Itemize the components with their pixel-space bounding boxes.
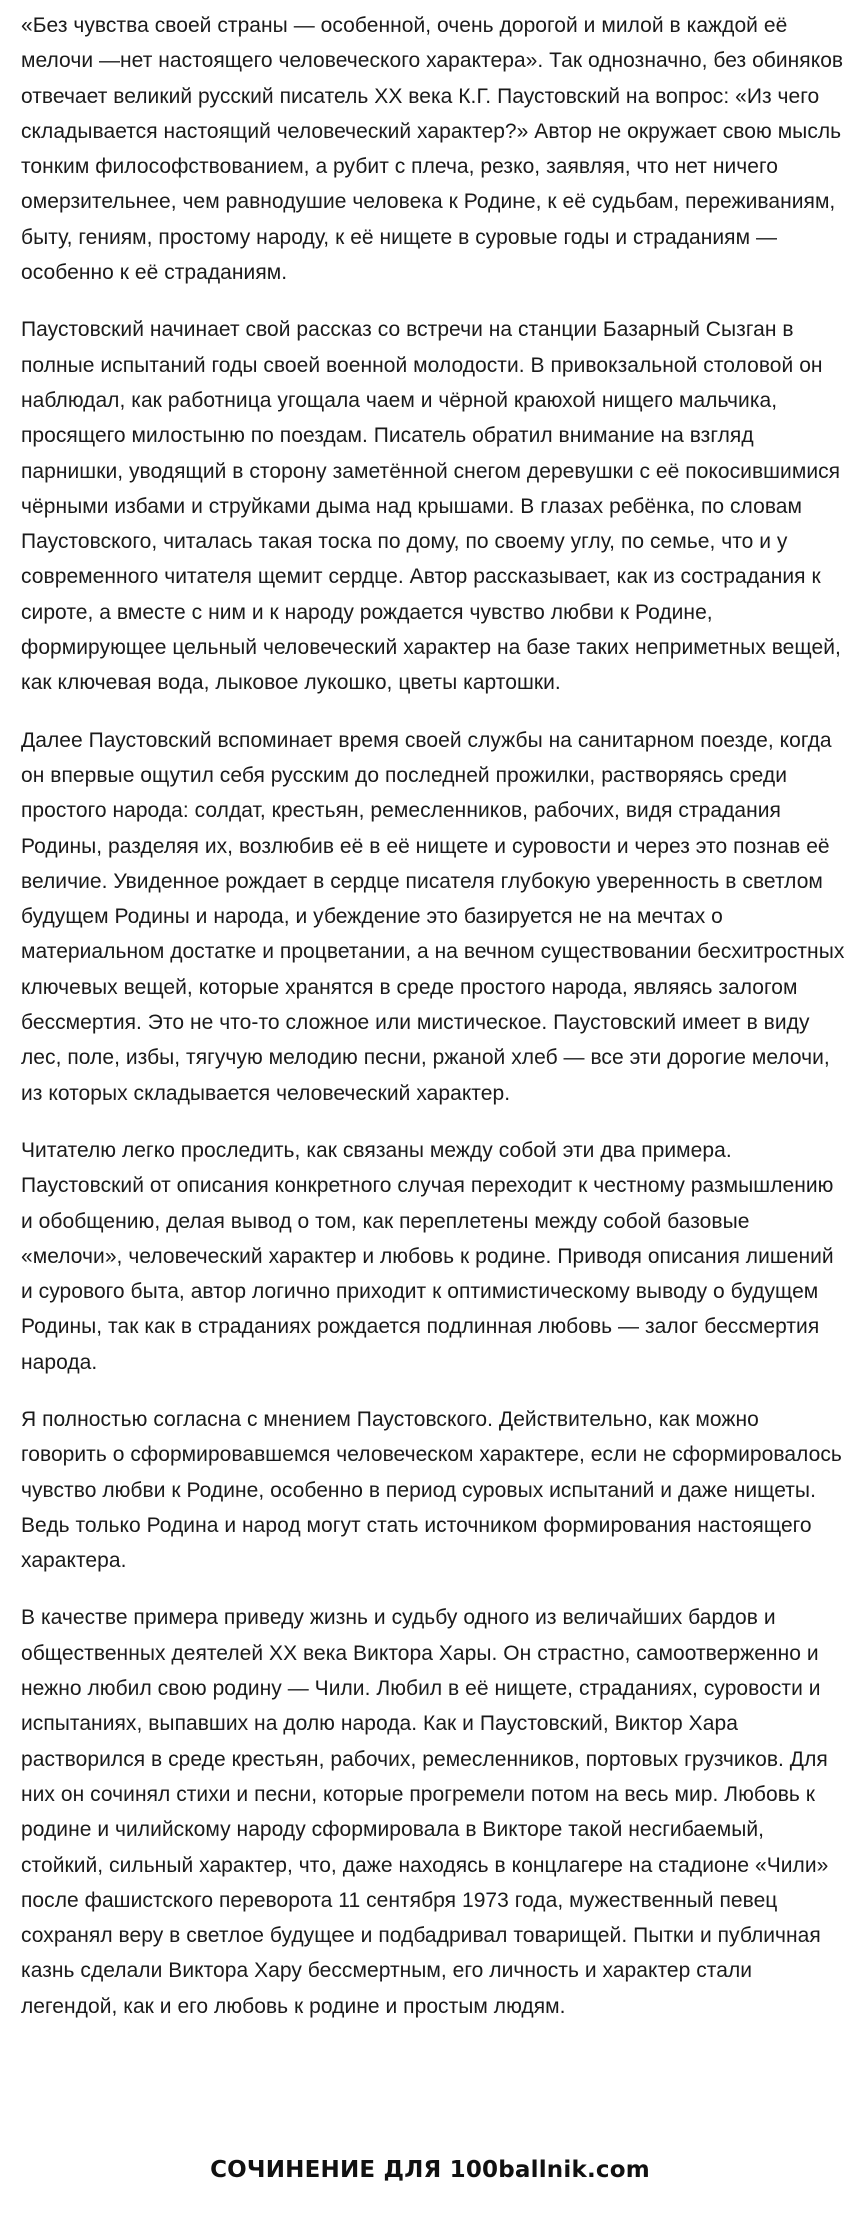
essay-paragraph-4: Читателю легко проследить, как связаны между собой эти два примера. Паустовский от описания конкретного случая переходит к честному размышлению и обобщению, делая вывод о том, как переплетены между собой базовые «мелочи», человеческий характер и любовь к родине. Приводя описания лишений и сурового быта, автор логично приходит к оптимистическому выводу о будущем Родины, так как в страданиях рождается подлинная любовь — залог бессмертия народа. [21, 1138, 834, 1374]
essay-paragraph-3: Далее Паустовский вспоминает время своей службы на санитарном поезде, когда он впервые ощутил себя русским до последней прожилки, растворяясь среди простого народа: солдат, крестьян, ремесленников, рабочих, видя страдания Родины, разделяя их, возлюбив её в её нищете и суровости и через это познав её величие. Увиденное рождает в сердце писателя глубокую уверенность в светлом будущем Родины и народа, и убеждение это базируется не на мечтах о материальном достатке и процветании, а на вечном существовании бесхитростных ключевых вещей, которые хранятся в среде простого народа, являясь залогом бессмертия. Это не что-то сложное или мистическое. Паустовский имеет в виду лес, поле, избы, тягучую мелодию песни, ржаной хлеб — все эти дорогие мелочи, из которых складывается человеческий характер. [21, 728, 845, 1105]
essay-body [21, 8, 847, 2046]
essay-paragraph-5: Я полностью согласна с мнением Паустовского. Действительно, как можно говорить о сформировавшемся человеческом характере, если не сформировалось чувство любви к Родине, особенно в период суровых испытаний и даже нищеты. Ведь только Родина и народ могут стать источником формирования настоящего характера. [21, 1407, 842, 1573]
source-watermark: СОЧИНЕНИЕ ДЛЯ 100ballnik.com [210, 2157, 650, 2183]
essay-paragraph-6: В качестве примера приведу жизнь и судьбу одного из величайших бардов и общественных деятелей XX века Виктора Хары. Он страстно, самоотверженно и нежно любил свою родину — Чили. Любил в её нищете, страданиях, суровости и испытаниях, выпавших на долю народа. Как и Паустовский, Виктор Хара растворился в среде крестьян, рабочих, ремесленников, портовых грузчиков. Для них он сочинял стихи и песни, которые прогремели потом на весь мир. Любовь к родине и чилийскому народу сформировала в Викторе такой несгибаемый, стойкий, сильный характер, что, даже находясь в концлагере на стадионе «Чили» после фашистского переворота 11 сентября 1973 года, мужественный певец сохранял веру в светлое будущее и подбадривал товарищей. Пытки и публичная казнь сделали Виктора Хару бессмертным, его личность и характер стали легендой, как и его любовь к родине и простым людям. [21, 1606, 829, 2018]
essay-paragraph-1: «Без чувства своей страны — особенной, очень дорогой и милой в каждой её мелочи —нет настоящего человеческого характера». Так однозначно, без обиняков отвечает великий русский писатель XX века К.Г. Паустовский на вопрос: «Из чего складывается настоящий человеческий характер?» Автор не окружает свою мысль тонким философствованием, а рубит с плеча, резко, заявляя, что нет ничего омерзительнее, чем равнодушие человека к Родине, к её судьбам, переживаниям, быту, гениям, простому народу, к её нищете в суровые годы и страданиям — особенно к её страданиям. [21, 14, 844, 285]
essay-paragraph-2: Паустовский начинает свой рассказ со встречи на станции Базарный Сызган в полные испытаний годы своей военной молодости. В привокзальной столовой он наблюдал, как работница угощала чаем и чёрной краюхой нищего мальчика, просящего милостыню по поездам. Писатель обратил внимание на взгляд парнишки, уводящий в сторону заметённой снегом деревушки с её покосившимися чёрными избами и струйками дыма над крышами. В глазах ребёнка, по словам Паустовского, читалась такая тоска по дому, по своему углу, по семье, что и у современного читателя щемит сердце. Автор рассказывает, как из сострадания к сироте, а вместе с ним и к народу рождается чувство любви к Родине, формирующее цельный человеческий характер на базе таких неприметных вещей, как ключевая вода, лыковое лукошко, цветы картошки. [21, 318, 841, 695]
